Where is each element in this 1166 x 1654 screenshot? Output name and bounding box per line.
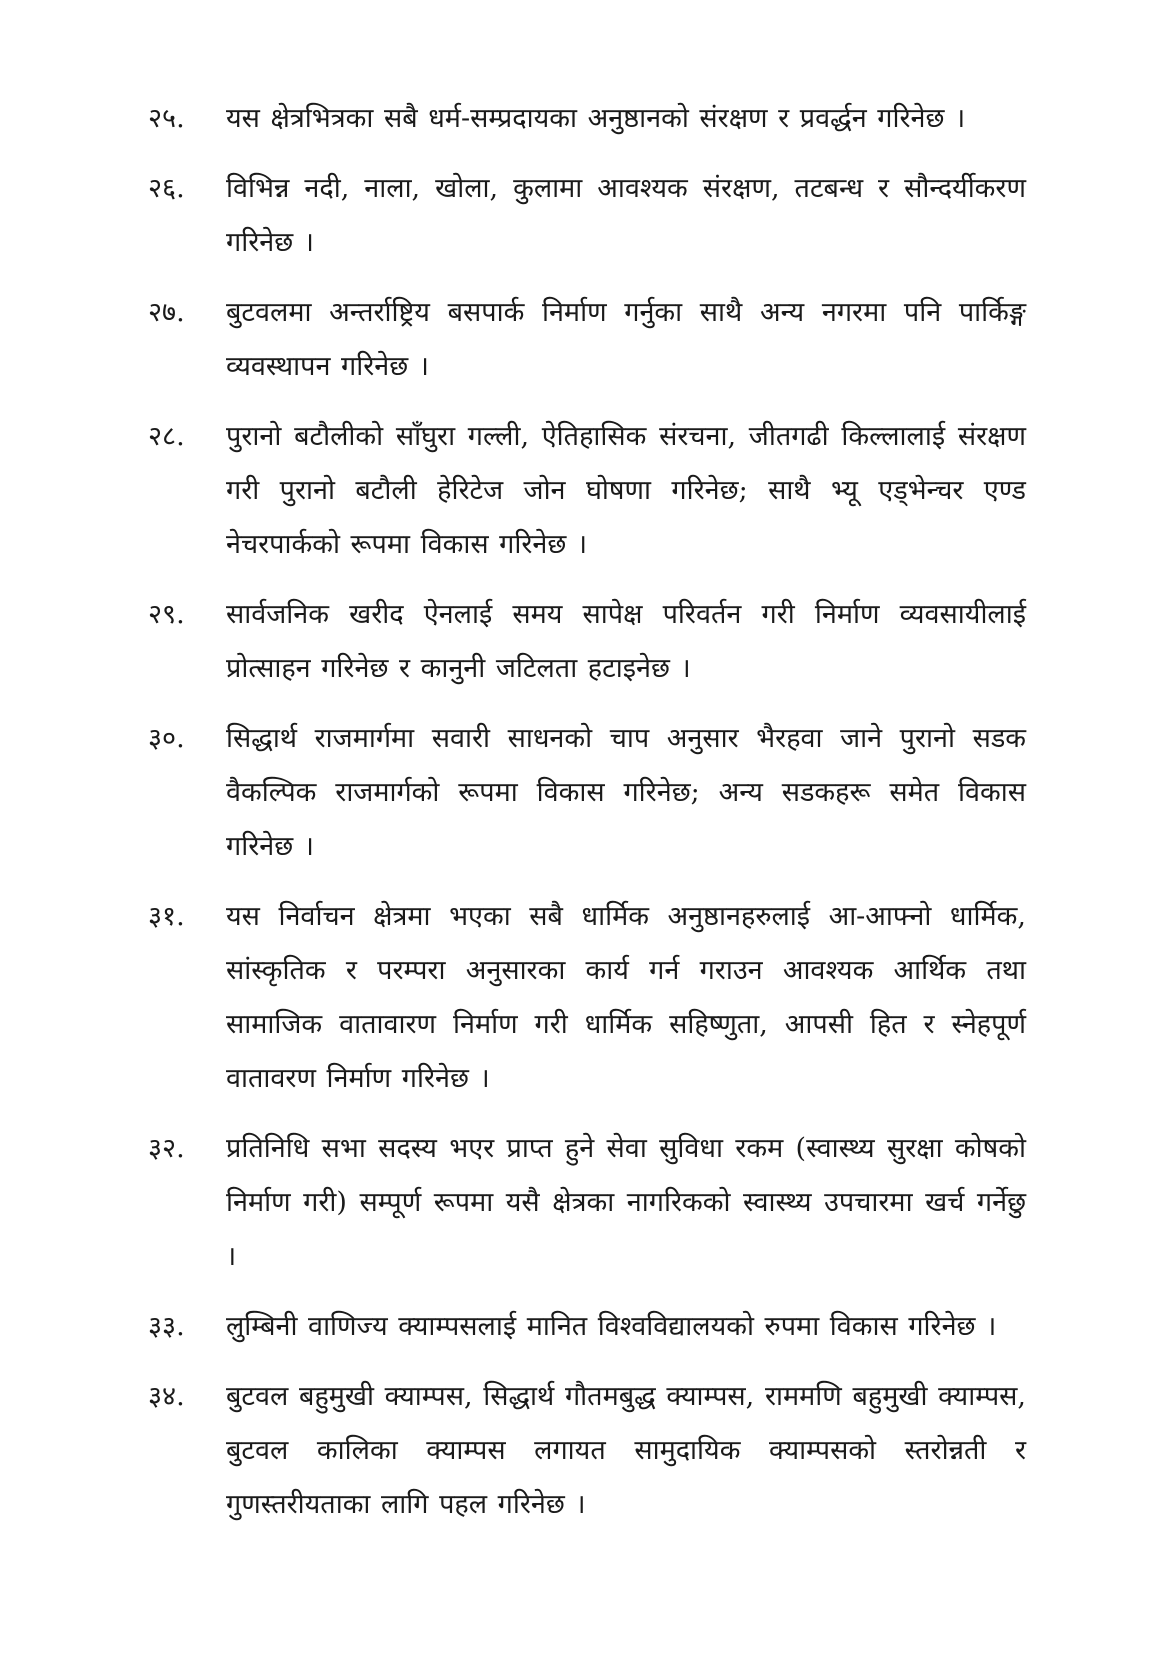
list-item: [148, 410, 1026, 572]
list-item: [148, 712, 1026, 874]
item-text: विभिन्न नदी, नाला, खोला, कुलामा आवश्यक संरक्षण, तटबन्ध र सौन्दर्यीकरण गरिनेछ ।: [226, 173, 1026, 258]
item-number: ३२.: [148, 1133, 185, 1164]
item-number: २७.: [148, 297, 185, 328]
item-text: यस क्षेत्रभित्रका सबै धर्म-सम्प्रदायका अनुष्ठानको संरक्षण र प्रवर्द्धन गरिनेछ ।: [226, 103, 966, 134]
item-number: २५.: [148, 103, 185, 134]
list-item: [148, 1300, 1026, 1354]
list-item: [148, 1122, 1026, 1284]
list-item: [148, 162, 1026, 270]
list-item: [148, 92, 1026, 146]
item-text: बुटवल बहुमुखी क्याम्पस, सिद्धार्थ गौतमबुद्ध क्याम्पस, राममणि बहुमुखी क्याम्पस, बुटवल कालिका क्याम्पस लगायत सामुदायिक क्याम्पसको स्तरोन्नती र गुणस्तरीयताका लागि पहल गरिनेछ ।: [226, 1381, 1026, 1520]
item-number: ३०.: [148, 723, 185, 754]
item-number: २९.: [148, 599, 185, 630]
item-text: सार्वजनिक खरीद ऐनलाई समय सापेक्ष परिवर्तन गरी निर्माण व्यवसायीलाई प्रोत्साहन गरिनेछ र कानुनी जटिलता हटाइनेछ ।: [226, 599, 1026, 684]
item-text: लुम्बिनी वाणिज्य क्याम्पसलाई मानित विश्वविद्यालयको रुपमा विकास गरिनेछ ।: [226, 1311, 997, 1342]
list-item: [148, 890, 1026, 1106]
item-number: २६.: [148, 173, 185, 204]
list-item: [148, 588, 1026, 696]
item-number: ३१.: [148, 901, 185, 932]
list-item: [148, 286, 1026, 394]
item-text: यस निर्वाचन क्षेत्रमा भएका सबै धार्मिक अनुष्ठानहरुलाई आ-आफ्नो धार्मिक, सांस्कृतिक र परम्परा अनुसारका कार्य गर्न गराउन आवश्यक आर्थिक तथा सामाजिक वातावारण निर्माण गरी धार्मिक सहिष्णुता, आपसी हित र स्नेहपूर्ण वातावरण निर्माण गरिनेछ ।: [226, 901, 1026, 1094]
item-number: २८.: [148, 421, 185, 452]
item-text: पुरानो बटौलीको साँघुरा गल्ली, ऐतिहासिक संरचना, जीतगढी किल्लालाई संरक्षण गरी पुरानो बटौली हेरिटेज जोन घोषणा गरिनेछ; साथै भ्यू एड्भेन्चर एण्ड नेचरपार्कको रूपमा विकास गरिनेछ ।: [226, 421, 1026, 560]
item-text: बुटवलमा अन्तर्राष्ट्रिय बसपार्क निर्माण गर्नुका साथै अन्य नगरमा पनि पार्किङ्ग व्यवस्थापन गरिनेछ ।: [226, 297, 1026, 382]
item-text: सिद्धार्थ राजमार्गमा सवारी साधनको चाप अनुसार भैरहवा जाने पुरानो सडक वैकल्पिक राजमार्गको रूपमा विकास गरिनेछ; अन्य सडकहरू समेत विकास गरिनेछ ।: [226, 723, 1026, 862]
item-text: प्रतिनिधि सभा सदस्य भएर प्राप्त हुने सेवा सुविधा रकम (स्वास्थ्य सुरक्षा कोषको निर्माण गरी) सम्पूर्ण रूपमा यसै क्षेत्रका नागरिकको स्वास्थ्य उपचारमा खर्च गर्नेछु ।: [226, 1133, 1026, 1272]
item-number: ३४.: [148, 1381, 185, 1412]
list-item: [148, 1370, 1026, 1532]
item-number: ३३.: [148, 1311, 185, 1342]
